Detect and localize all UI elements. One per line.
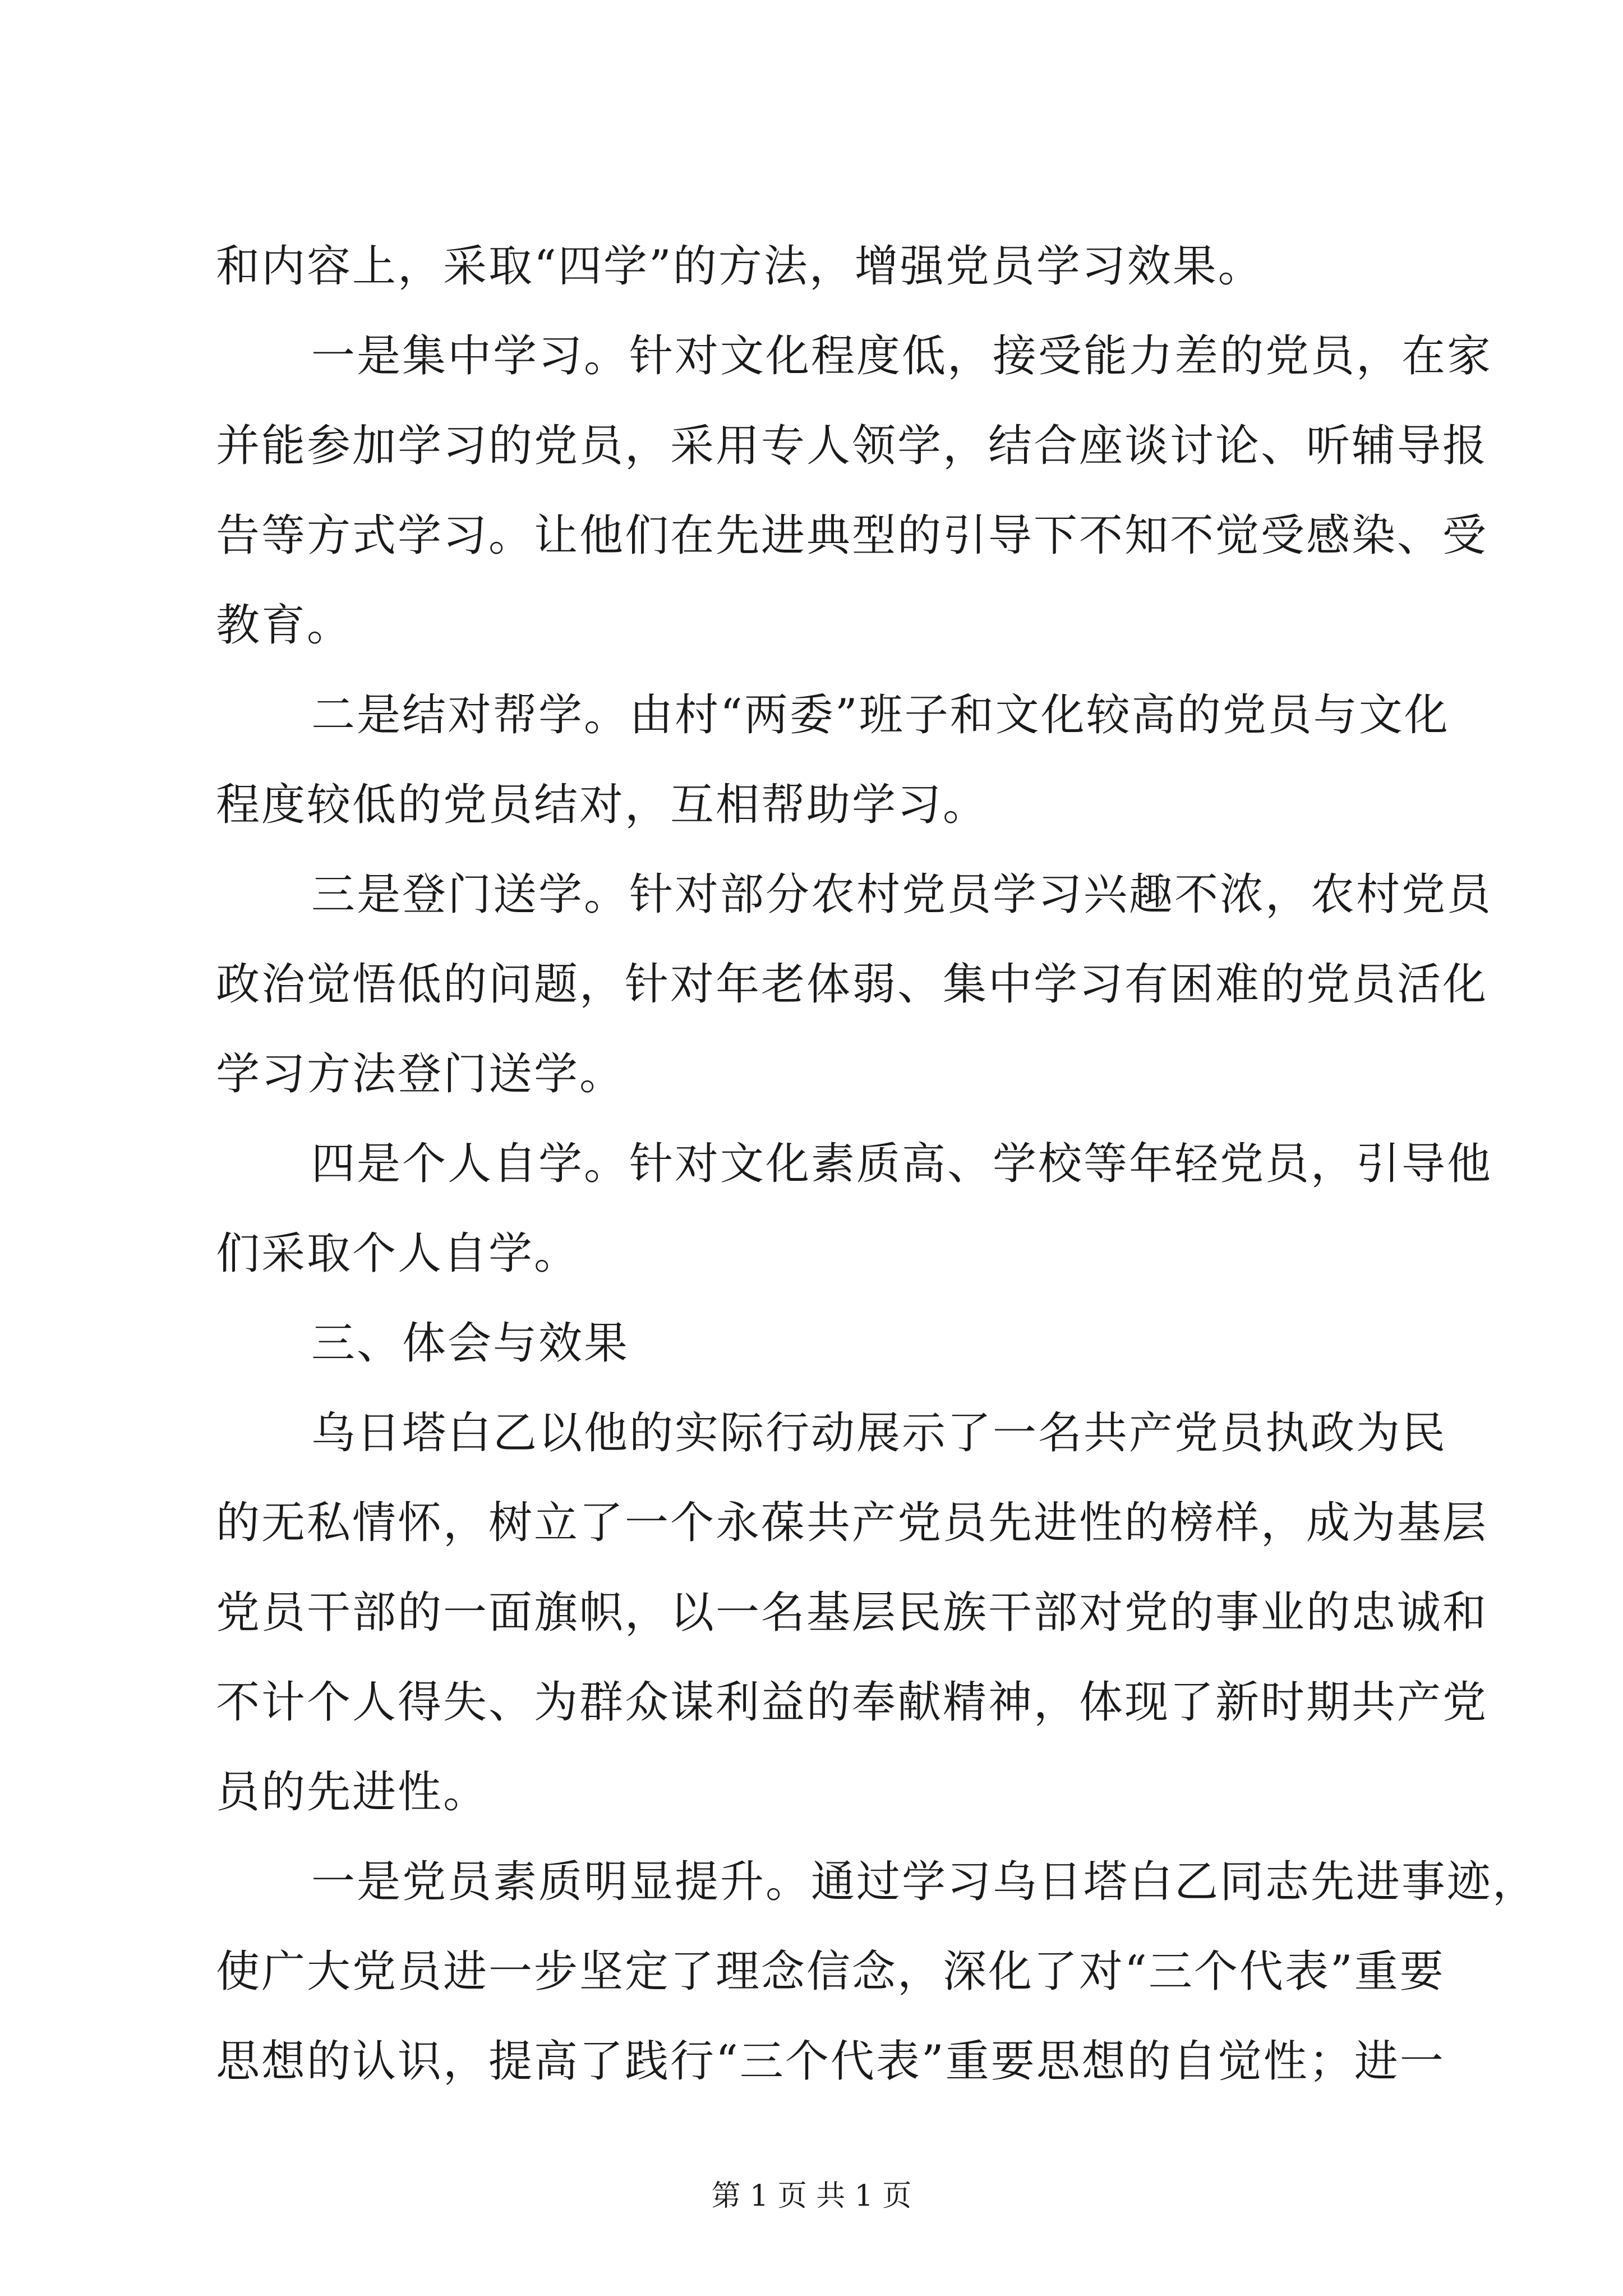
text-line: 乌日塔白乙以他的实际行动展示了一名共产党员执政为民 xyxy=(311,1408,1447,1458)
text-line: 告等方式学习。让他们在先进典型的引导下不知不觉受感染、受 xyxy=(216,510,1488,561)
text-line: 程度较低的党员结对，互相帮助学习。 xyxy=(216,780,989,830)
text-line: 三是登门送学。针对部分农村党员学习兴趣不浓，农村党员 xyxy=(311,869,1493,920)
text-line: 们采取个人自学。 xyxy=(216,1228,580,1279)
text-line: 一是党员素质明显提升。通过学习乌日塔白乙同志先进事迹， xyxy=(311,1857,1538,1907)
text-line: 一是集中学习。针对文化程度低，接受能力差的党员，在家 xyxy=(311,331,1493,381)
text-line: 并能参加学习的党员，采用专人领学，结合座谈讨论、听辅导报 xyxy=(216,421,1488,471)
text-line: 四是个人自学。针对文化素质高、学校等年轻党员，引导他 xyxy=(311,1139,1493,1189)
text-line: 二是结对帮学。由村“两委”班子和文化较高的党员与文化 xyxy=(311,690,1450,740)
section-heading: 三、体会与效果 xyxy=(311,1318,630,1369)
text-line: 的无私情怀，树立了一个永葆共产党员先进性的榜样，成为基层 xyxy=(216,1498,1488,1548)
text-line: 政治觉悟低的问题，针对年老体弱、集中学习有困难的党员活化 xyxy=(216,959,1488,1010)
text-line: 员的先进性。 xyxy=(216,1767,489,1818)
page-footer: 第 1 页 共 1 页 xyxy=(711,2179,912,2213)
text-line: 学习方法登门送学。 xyxy=(216,1049,625,1099)
text-line: 党员干部的一面旗帜，以一名基层民族干部对党的事业的忠诚和 xyxy=(216,1588,1488,1638)
text-line: 和内容上，采取“四学”的方法，增强党员学习效果。 xyxy=(216,241,1264,292)
text-line: 不计个人得失、为群众谋利益的奉献精神，体现了新时期共产党 xyxy=(216,1677,1488,1728)
text-line: 使广大党员进一步坚定了理念信念，深化了对“三个代表”重要 xyxy=(216,1947,1445,1997)
text-line: 教育。 xyxy=(216,600,353,651)
text-line: 思想的认识，提高了践行“三个代表”重要思想的自觉性；进一 xyxy=(216,2036,1445,2087)
